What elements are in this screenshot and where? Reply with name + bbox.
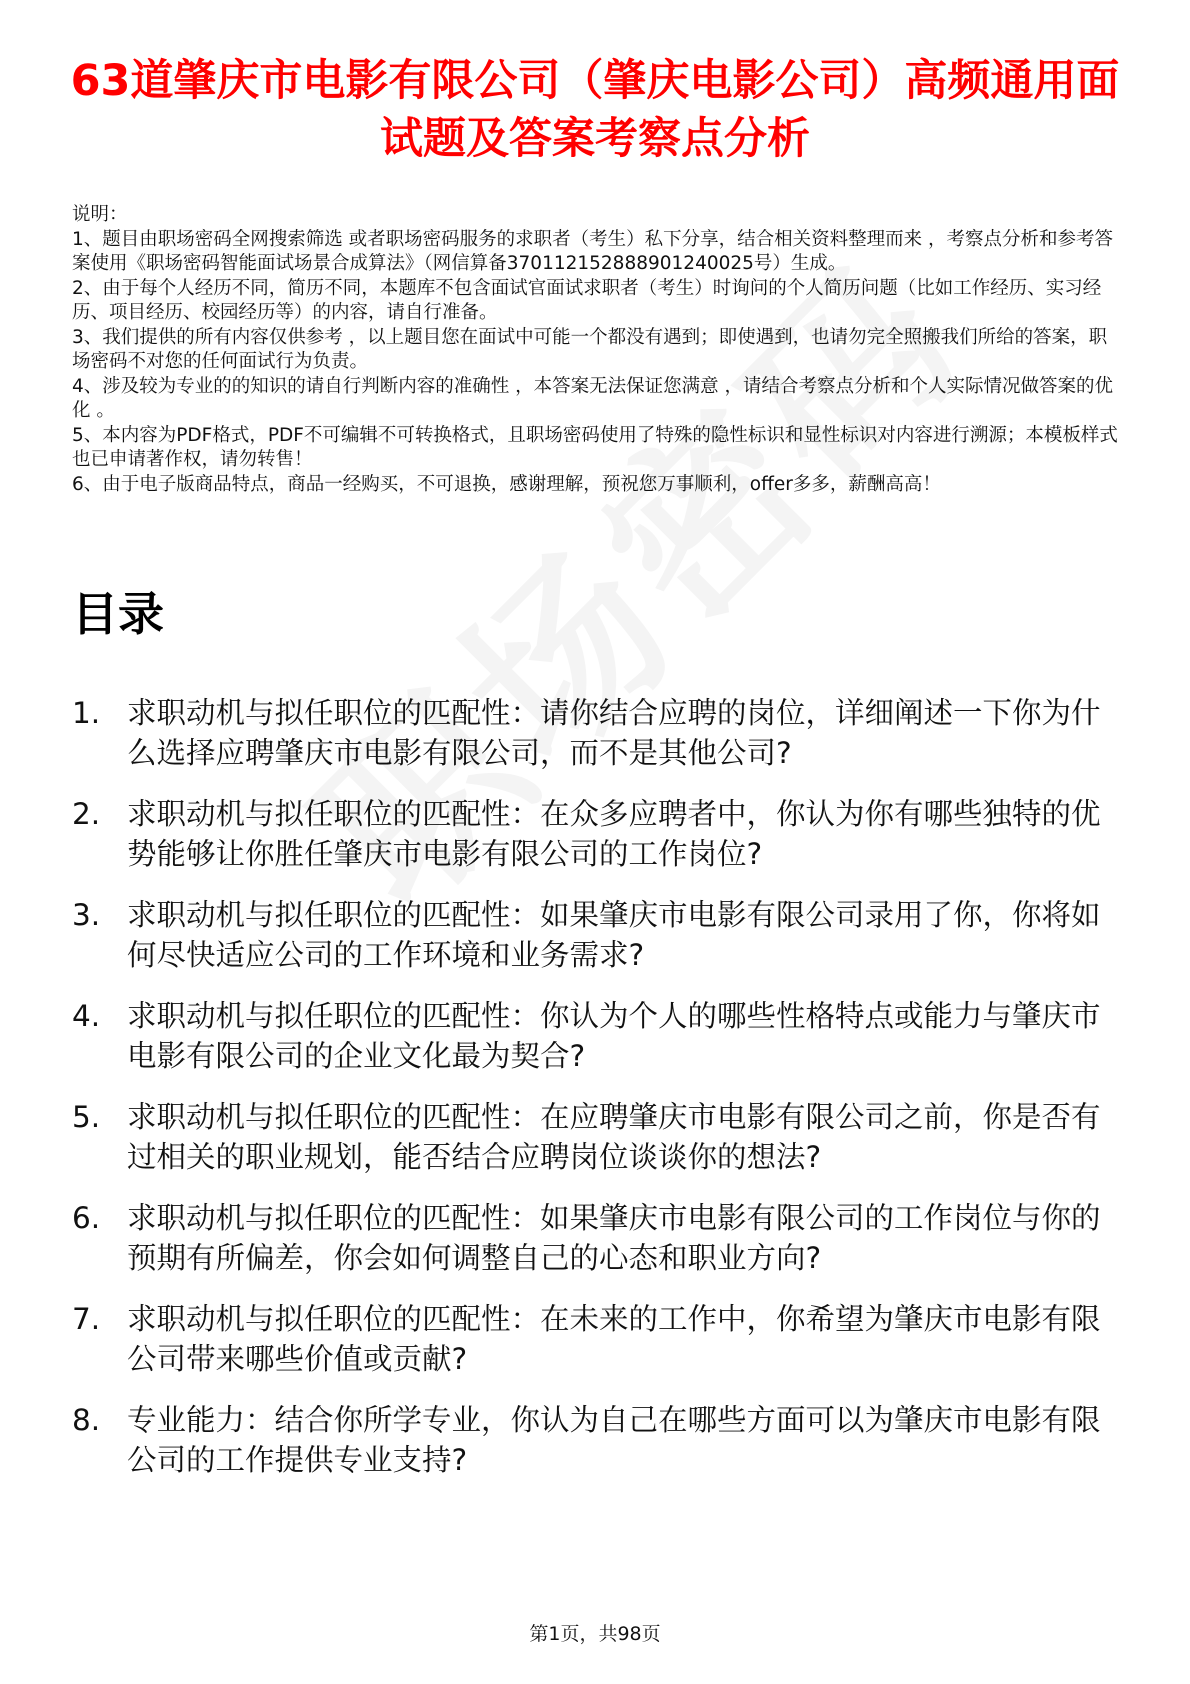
toc-item-text: 求职动机与拟任职位的匹配性：在应聘肇庆市电影有限公司之前，你是否有过相关的职业规划，能否结合应聘岗位谈谈你的想法? — [127, 1100, 1101, 1174]
toc-item-number: 7. — [72, 1302, 101, 1336]
toc-item[interactable] — [72, 1400, 1112, 1480]
toc-item-text: 求职动机与拟任职位的匹配性：如果肇庆市电影有限公司的工作岗位与你的预期有所偏差，你会如何调整自己的心态和职业方向? — [127, 1201, 1101, 1275]
notes-item: 4、涉及较为专业的的知识的请自行判断内容的准确性 ，本答案无法保证您满意 ，请结合考察点分析和个人实际情况做答案的优化 。 — [72, 375, 1114, 421]
notes-item: 5、本内容为PDF格式，PDF不可编辑不可转换格式，且职场密码使用了特殊的隐性标识和显性标识对内容进行溯源；本模板样式也已申请著作权，请勿转售！ — [72, 424, 1118, 470]
toc-item-number: 8. — [72, 1403, 101, 1437]
page-title: 63道肇庆市电影有限公司（肇庆电影公司）高频通用面试题及答案考察点分析 — [70, 56, 1120, 164]
notes-item: 6、由于电子版商品特点，商品一经购买，不可退换，感谢理解，预祝您万事顺利，offer多多，薪酬高高！ — [72, 473, 941, 495]
toc-item[interactable] — [72, 794, 1112, 874]
toc-item-number: 4. — [72, 999, 101, 1033]
toc-item[interactable] — [72, 895, 1112, 975]
toc-item-number: 6. — [72, 1201, 101, 1235]
toc-item-number: 5. — [72, 1100, 101, 1134]
toc-item-number: 3. — [72, 898, 101, 932]
toc-item[interactable] — [72, 1299, 1112, 1379]
page-footer: 第1页，共98页 — [529, 1623, 661, 1645]
notes-heading: 说明： — [72, 204, 128, 225]
notes-item: 2、由于每个人经历不同，简历不同，本题库不包含面试官面试求职者（考生）时询问的个人简历问题（比如工作经历、实习经历、项目经历、校园经历等）的内容，请自行准备。 — [72, 277, 1102, 323]
toc-item-text: 专业能力：结合你所学专业，你认为自己在哪些方面可以为肇庆市电影有限公司的工作提供专业支持? — [127, 1403, 1101, 1477]
notes-item: 1、题目由职场密码全网搜索筛选 或者职场密码服务的求职者（考生）私下分享，结合相关资料整理而来 ，考察点分析和参考答案使用《职场密码智能面试场景合成算法》（网信算备370112152888901240025号）生成。 — [72, 228, 1114, 274]
toc-item-number: 2. — [72, 797, 101, 831]
toc-item[interactable] — [72, 996, 1112, 1076]
notes-section — [72, 203, 1122, 497]
toc-heading: 目录 — [72, 587, 164, 641]
toc-item-text: 求职动机与拟任职位的匹配性：请你结合应聘的岗位，详细阐述一下你为什么选择应聘肇庆市电影有限公司，而不是其他公司? — [127, 696, 1101, 770]
toc-item-text: 求职动机与拟任职位的匹配性：如果肇庆市电影有限公司录用了你，你将如何尽快适应公司的工作环境和业务需求? — [127, 898, 1101, 972]
notes-item: 3、我们提供的所有内容仅供参考 ，以上题目您在面试中可能一个都没有遇到；即使遇到，也请勿完全照搬我们所给的答案，职场密码不对您的任何面试行为负责。 — [72, 326, 1108, 372]
toc-item[interactable] — [72, 693, 1112, 773]
toc-item-number: 1. — [72, 696, 101, 730]
toc-item-text: 求职动机与拟任职位的匹配性：你认为个人的哪些性格特点或能力与肇庆市电影有限公司的企业文化最为契合? — [127, 999, 1101, 1073]
toc-item[interactable] — [72, 1198, 1112, 1278]
toc-item-text: 求职动机与拟任职位的匹配性：在众多应聘者中，你认为你有哪些独特的优势能够让你胜任肇庆市电影有限公司的工作岗位? — [127, 797, 1101, 871]
toc-list — [72, 693, 1112, 1501]
toc-item[interactable] — [72, 1097, 1112, 1177]
toc-item-text: 求职动机与拟任职位的匹配性：在未来的工作中，你希望为肇庆市电影有限公司带来哪些价值或贡献? — [127, 1302, 1101, 1376]
